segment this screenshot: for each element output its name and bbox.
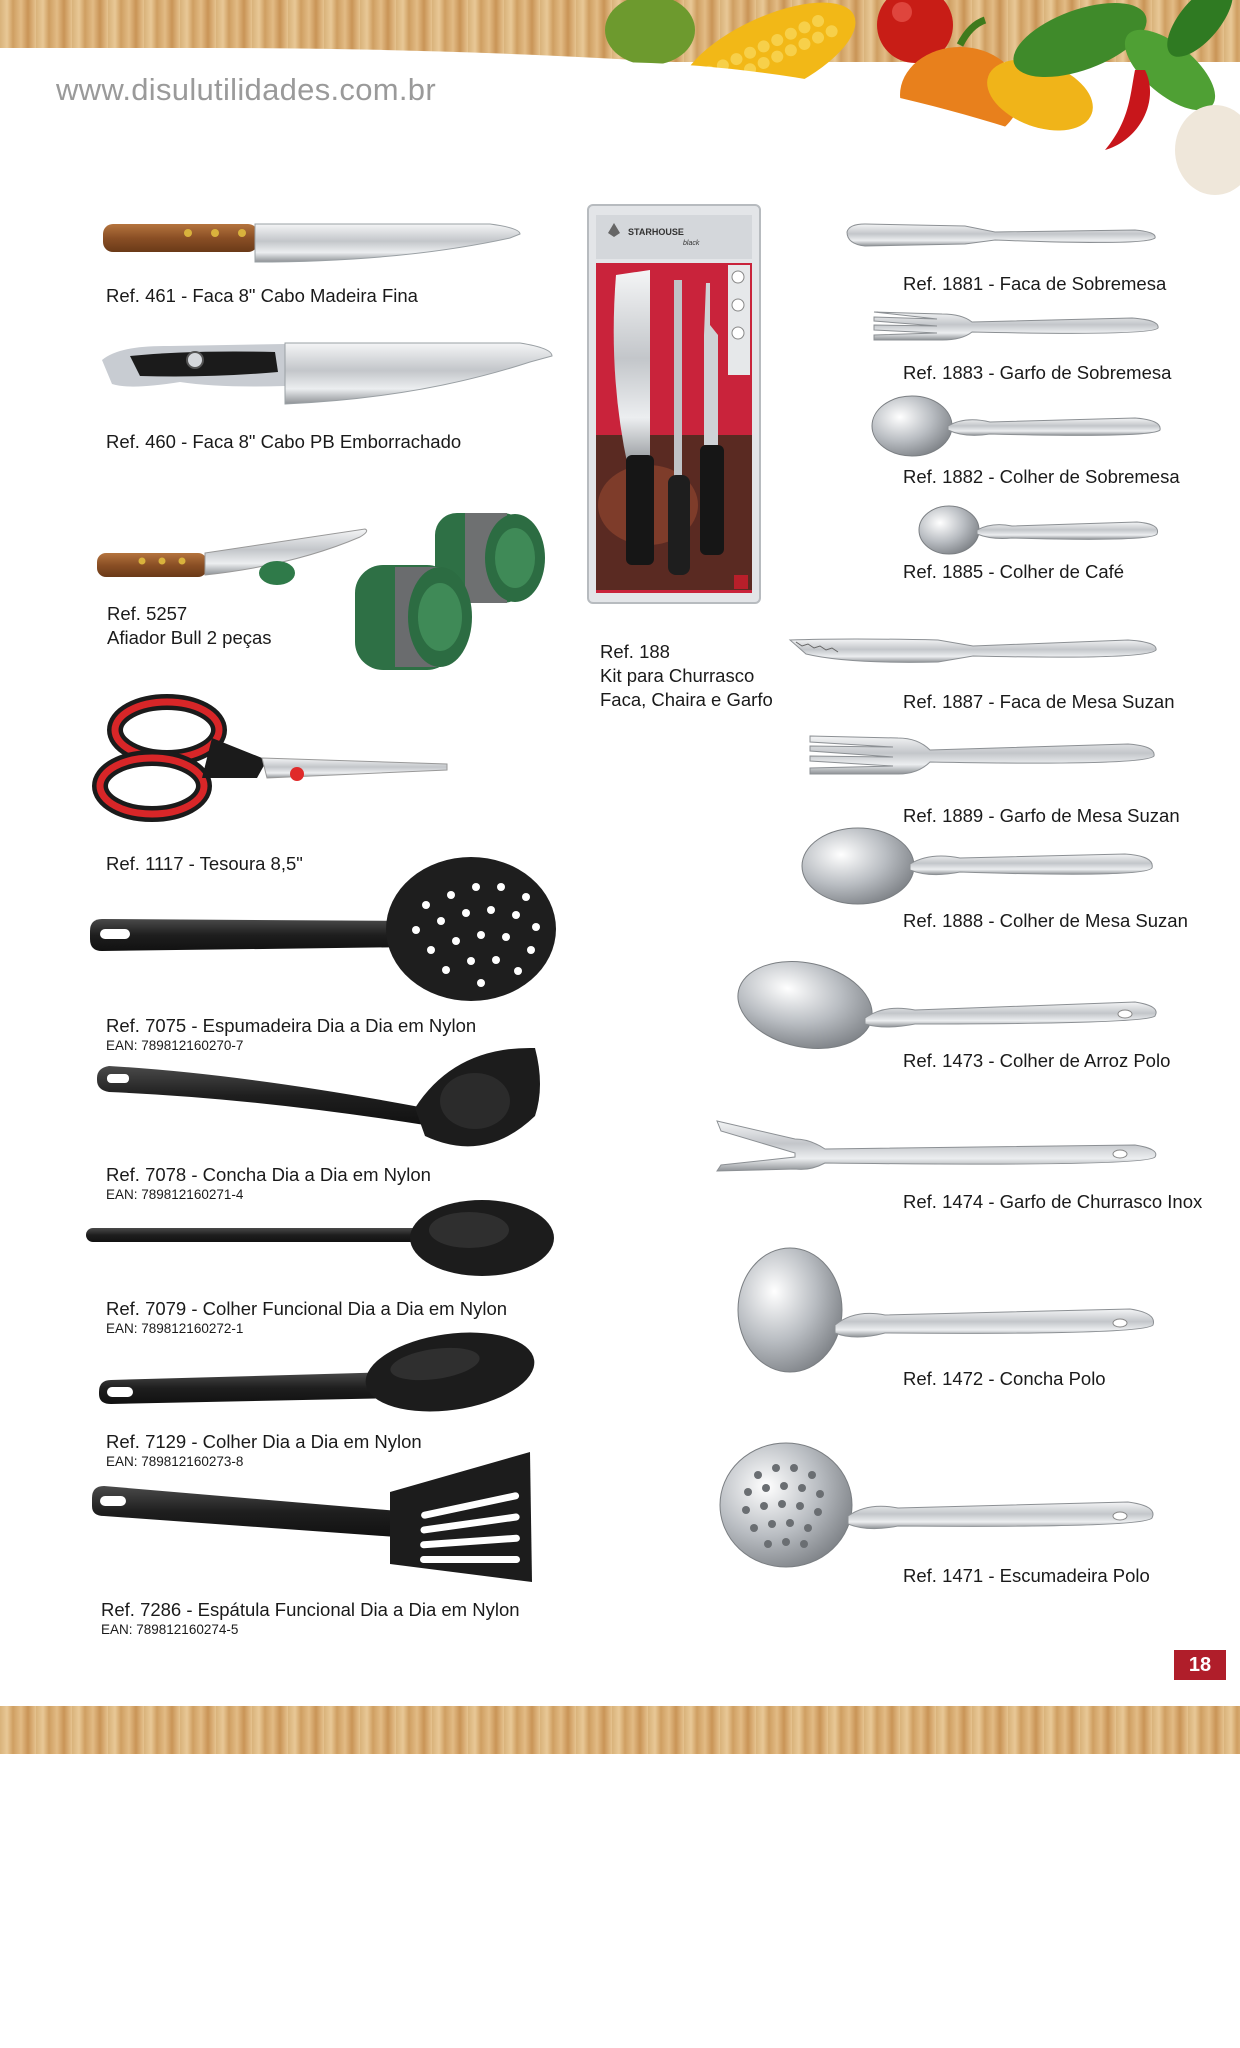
caption-1885: Ref. 1885 - Colher de Café [903,561,1125,582]
caption-5257-ref: Ref. 5257 [107,603,188,624]
caption-461: Ref. 461 - Faca 8" Cabo Madeira Fina [106,285,418,306]
caption-1473: Ref. 1473 - Colher de Arroz Polo [903,1050,1171,1071]
caption-7078-label: Ref. 7078 - Concha Dia a Dia em Nylon [106,1164,431,1185]
caption-5257 [107,602,272,650]
site-url[interactable]: www.disulutilidades.com.br [56,72,436,107]
caption-1881: Ref. 1881 - Faca de Sobremesa [903,273,1167,294]
caption-1471: Ref. 1471 - Escumadeira Polo [903,1565,1150,1586]
caption-460: Ref. 460 - Faca 8" Cabo PB Emborrachado [106,431,462,452]
caption-188-ref: Ref. 188 [600,641,670,662]
caption-1472: Ref. 1472 - Concha Polo [903,1368,1106,1389]
kit-brand-sub-text: black [683,240,700,247]
caption-7079-label: Ref. 7079 - Colher Funcional Dia a Dia em Nylon [106,1298,508,1319]
caption-188-desc: Faca, Chaira e Garfo [600,689,773,710]
page-number-badge: 18 [1174,1650,1226,1680]
caption-7129-ean: EAN: 789812160273-8 [106,1454,244,1469]
caption-1474: Ref. 1474 - Garfo de Churrasco Inox [903,1191,1203,1212]
caption-7075-ean: EAN: 789812160270-7 [106,1038,244,1053]
caption-1117: Ref. 1117 - Tesoura 8,5" [106,853,303,874]
caption-188-title: Kit para Churrasco [600,665,755,686]
caption-7078-ean: EAN: 789812160271-4 [106,1187,244,1202]
caption-188 [600,640,773,712]
caption-7075-label: Ref. 7075 - Espumadeira Dia a Dia em Nylon [106,1015,477,1036]
caption-7079-ean: EAN: 789812160272-1 [106,1321,244,1336]
header-white-swoosh [0,0,1240,230]
caption-1889: Ref. 1889 - Garfo de Mesa Suzan [903,805,1180,826]
caption-7079 [106,1297,507,1336]
caption-1882: Ref. 1882 - Colher de Sobremesa [903,466,1180,487]
caption-5257-desc: Afiador Bull 2 peças [107,627,272,648]
wood-footer-band [0,1706,1240,1754]
caption-7286 [101,1598,520,1637]
caption-7078 [106,1163,431,1202]
caption-7129-label: Ref. 7129 - Colher Dia a Dia em Nylon [106,1431,422,1452]
kit-brand-text: STARHOUSE [628,227,684,237]
caption-7286-label: Ref. 7286 - Espátula Funcional Dia a Dia em Nylon [101,1599,520,1620]
caption-1888: Ref. 1888 - Colher de Mesa Suzan [903,910,1188,931]
caption-1883: Ref. 1883 - Garfo de Sobremesa [903,362,1172,383]
caption-7286-ean: EAN: 789812160274-5 [101,1622,239,1637]
caption-1887: Ref. 1887 - Faca de Mesa Suzan [903,691,1175,712]
